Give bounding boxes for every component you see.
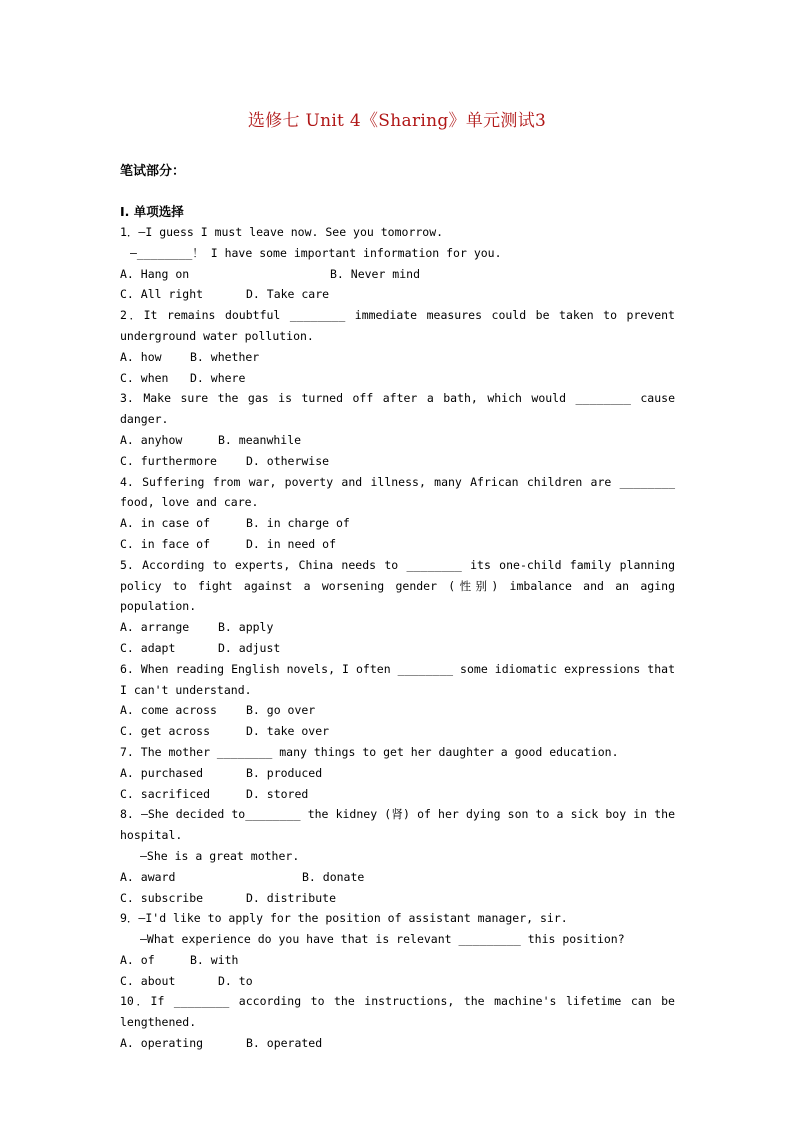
option-b: B. in charge of xyxy=(246,516,350,531)
option-b: B. operated xyxy=(246,1036,323,1051)
option-a: A. come across xyxy=(120,703,217,718)
option-a: A. award xyxy=(120,869,176,884)
options-row xyxy=(120,284,675,305)
option-a: A. in case of xyxy=(120,516,211,531)
options-row xyxy=(120,867,675,888)
option-a: A. anyhow xyxy=(120,432,183,447)
option-b: B. with xyxy=(190,952,239,967)
option-a: A. arrange xyxy=(120,620,190,635)
part-heading: I. 单项选择 xyxy=(120,204,184,219)
options-row xyxy=(120,264,675,285)
option-d: D. to xyxy=(218,973,253,988)
option-b: B. whether xyxy=(190,349,260,364)
option-d: D. stored xyxy=(246,786,309,801)
option-c: C. sacrificed xyxy=(120,786,211,801)
question-text: 1．—I guess I must leave now. See you tomorrow. xyxy=(120,225,444,239)
options-row xyxy=(120,763,675,784)
question-text: —She is a great mother. xyxy=(140,848,300,863)
question-text: 3. Make sure the gas is turned off after a bath, which would ________ cause danger. xyxy=(120,391,675,427)
option-b: B. produced xyxy=(246,765,323,780)
question-1 xyxy=(120,222,675,305)
option-d: D. Take care xyxy=(246,287,330,302)
options-row xyxy=(120,638,675,659)
options-row xyxy=(120,368,675,389)
options-row xyxy=(120,513,675,534)
option-c: C. in face of xyxy=(120,536,211,551)
question-6 xyxy=(120,659,675,742)
question-8 xyxy=(120,804,675,908)
question-text: —________！ I have some important information for you. xyxy=(130,245,502,260)
option-a: A. how xyxy=(120,349,162,364)
option-c: C. All right xyxy=(120,287,204,302)
option-d: D. distribute xyxy=(246,890,337,905)
options-row xyxy=(120,700,675,721)
question-text: —What experience do you have that is relevant _________ this position? xyxy=(140,932,625,947)
question-3 xyxy=(120,388,675,471)
options-row xyxy=(120,721,675,742)
question-5 xyxy=(120,555,675,659)
option-b: B. apply xyxy=(218,620,274,635)
option-b: B. meanwhile xyxy=(218,432,302,447)
options-row xyxy=(120,888,675,909)
options-row xyxy=(120,971,675,992)
option-b: B. go over xyxy=(246,703,316,718)
question-text: 2．It remains doubtful ________ immediate measures could be taken to prevent underground water pollution. xyxy=(120,308,675,343)
option-a: A. operating xyxy=(120,1036,204,1051)
option-a: A. of xyxy=(120,952,155,967)
option-c: C. when xyxy=(120,370,169,385)
question-text: 10．If ________ according to the instructions, the machine's lifetime can be lengthened. xyxy=(120,994,675,1030)
question-text: 8. —She decided to________ the kidney (肾) of her dying son to a sick boy in the hospital. xyxy=(120,807,675,843)
options-row xyxy=(120,534,675,555)
question-text: 4. Suffering from war, poverty and illness, many African children are ________ food, love and care. xyxy=(120,474,675,510)
options-row xyxy=(120,1033,675,1054)
question-text: 9．—I'd like to apply for the position of assistant manager, sir. xyxy=(120,911,568,926)
option-a: A. purchased xyxy=(120,765,204,780)
option-c: C. about xyxy=(120,973,176,988)
option-d: D. take over xyxy=(246,724,330,739)
options-row xyxy=(120,430,675,451)
question-list xyxy=(120,202,675,1054)
option-b: B. donate xyxy=(302,869,365,884)
page-title: 选修七 Unit 4《Sharing》单元测试3 xyxy=(247,111,547,131)
option-c: C. get across xyxy=(120,724,211,739)
question-9 xyxy=(120,908,675,991)
option-c: C. furthermore xyxy=(120,453,217,468)
option-c: C. subscribe xyxy=(120,890,204,905)
option-b: B. Never mind xyxy=(330,266,421,281)
question-text: 6. When reading English novels, I often ________ some idiomatic expressions that I can't understand. xyxy=(120,661,675,697)
question-2 xyxy=(120,305,675,388)
options-row xyxy=(120,347,675,368)
option-d: D. adjust xyxy=(218,640,281,655)
options-row xyxy=(120,451,675,472)
option-a: A. Hang on xyxy=(120,266,190,281)
options-row xyxy=(120,784,675,805)
option-d: D. otherwise xyxy=(246,453,330,468)
options-row xyxy=(120,617,675,638)
question-7 xyxy=(120,742,675,804)
option-d: D. where xyxy=(190,370,246,385)
option-d: D. in need of xyxy=(246,536,337,551)
option-c: C. adapt xyxy=(120,640,176,655)
options-row xyxy=(120,950,675,971)
question-text: 7. The mother ________ many things to get her daughter a good education. xyxy=(120,744,619,759)
question-text: 5. According to experts, China needs to ________ its one-child family planning policy to fight against a worsening gender (性别) imbalance and an aging population. xyxy=(120,557,675,614)
section-heading: 笔试部分： xyxy=(120,164,186,179)
question-10 xyxy=(120,991,675,1053)
question-4 xyxy=(120,472,675,555)
